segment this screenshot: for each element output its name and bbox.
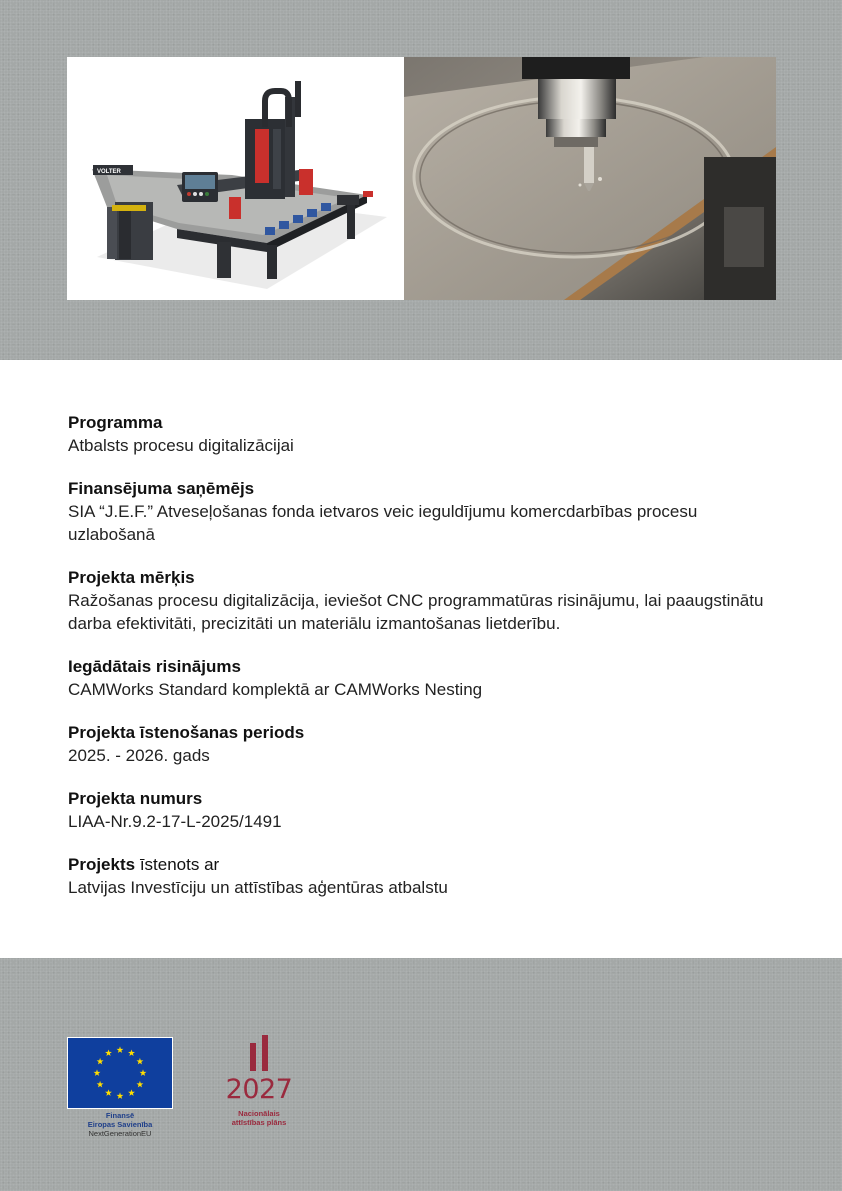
nap-bars-icon — [248, 1035, 272, 1071]
eu-star-icon — [140, 1069, 147, 1076]
nap-caption-line1: Nacionālais — [238, 1109, 280, 1118]
eu-star-icon — [136, 1081, 143, 1088]
section-label — [68, 853, 788, 876]
section-program — [68, 411, 788, 457]
eu-star-icon — [117, 1046, 124, 1053]
section-label: Projekta numurs — [68, 789, 203, 808]
section-beneficiary — [68, 477, 788, 546]
eu-funding-logo — [67, 1037, 173, 1146]
section-label: Finansējuma saņēmējs — [68, 479, 255, 498]
section-label: Iegādātais risinājums — [68, 657, 241, 676]
eu-star-icon — [94, 1069, 101, 1076]
section-solution — [68, 655, 788, 701]
section-number — [68, 787, 788, 833]
section-goal — [68, 566, 788, 635]
cnc-machine-photo — [67, 57, 404, 300]
eu-star-icon — [128, 1089, 135, 1096]
eu-star-icon — [117, 1092, 124, 1099]
section-implemented-with — [68, 853, 788, 899]
section-period — [68, 721, 788, 767]
eu-caption-line2: Eiropas Savienība — [87, 1120, 153, 1129]
nap-year: 2027 — [225, 1074, 293, 1105]
project-info — [68, 411, 788, 919]
section-label-suffix: īstenots ar — [135, 855, 220, 874]
eu-star-icon — [97, 1081, 104, 1088]
section-value: CAMWorks Standard komplektā ar CAMWorks Nesting — [68, 680, 483, 699]
eu-star-icon — [105, 1049, 112, 1056]
section-value: 2025. - 2026. gads — [68, 746, 210, 765]
eu-star-icon — [128, 1049, 135, 1056]
machine-brand-text: VOLTER — [97, 169, 121, 175]
eu-star-icon — [105, 1089, 112, 1096]
cnc-spindle-closeup-photo — [404, 57, 776, 300]
eu-caption-line1: Finansē — [105, 1111, 135, 1120]
eu-star-icon — [136, 1058, 143, 1065]
section-label: Projekta īstenošanas periods — [68, 723, 305, 742]
section-value: Atbalsts procesu digitalizācijai — [68, 436, 294, 455]
nap-caption-line2: attīstības plāns — [231, 1118, 287, 1127]
eu-flag-icon — [67, 1037, 173, 1109]
section-label: Projekta mērķis — [68, 568, 195, 587]
eu-caption-line3: NextGenerationEU — [88, 1129, 152, 1138]
eu-star-icon — [97, 1058, 104, 1065]
section-label: Programma — [68, 413, 163, 432]
section-label-bold: Projekts — [68, 855, 136, 874]
section-value: LIAA-Nr.9.2-17-L-2025/1491 — [68, 812, 282, 831]
section-value: SIA “J.E.F.” Atveseļošanas fonda ietvaros veic ieguldījumu komercdarbības procesu uzlabošanā — [68, 502, 698, 544]
national-development-plan-logo — [215, 1035, 303, 1135]
section-value: Latvijas Investīciju un attīstības aģentūras atbalstu — [68, 878, 448, 897]
section-value: Ražošanas procesu digitalizācija, ieviešot CNC programmatūras risinājumu, lai paaugstinātu darba efektivitāti, precizitāti un materiālu izmantošanas lietderību. — [68, 591, 764, 633]
